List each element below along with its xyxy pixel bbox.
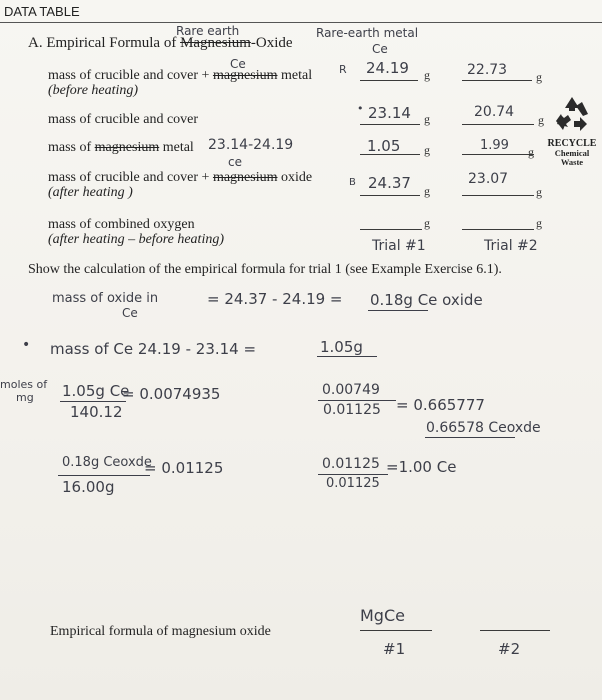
trial2-label: Trial #2 [484,238,538,254]
work-ratio2-den: 0.01125 [326,476,380,491]
work-frac2-result: = 0.01125 [144,459,224,477]
work-ratio1-den: 0.01125 [323,402,381,418]
row-label-after-heating: mass of crucible and cover + magnesium oxide [48,170,313,185]
trial1-value-row3: 1.05 [367,137,401,155]
column-header-metal: Rare-earth metal [316,26,419,40]
row1-unit2: g [536,70,542,84]
empirical-formula-label: Empirical formula of magnesium oxide [50,624,271,639]
work-frac2-den: 16.00g [62,478,115,496]
row1-unit1: g [424,68,430,82]
row-sublabel-before-heating: (before heating) [48,83,139,98]
row3-unit1: g [424,143,430,157]
row1-note: R [339,63,347,76]
work-frac1-den: 140.12 [70,403,123,421]
row-sublabel-after-heating: (after heating ) [48,185,133,200]
row4-unit2: g [536,185,542,199]
header-rule [0,0,602,23]
work-frac1-result: = 0.0074935 [122,385,221,403]
row3-unit2: g [528,145,534,159]
heading-text: Empirical Formula of [46,35,181,51]
row2-unit1: g [424,112,430,126]
row4-unit1: g [424,184,430,198]
annotation-rare-earth: Rare earth [176,24,240,38]
row5-unit2: g [536,216,542,230]
work-ratio2-num: 0.01125 [322,456,380,472]
trial1-value-row4: 24.37 [368,174,411,192]
trial1-value-row2: 23.14 [368,104,411,122]
data-table-title: DATA TABLE [4,4,80,19]
work-bullet: • [22,337,31,353]
trial2-value-row2: 20.74 [474,104,515,120]
work-ratio1-result: = 0.665777 [396,396,485,414]
heading-struck-word: Magnesium [180,35,251,51]
row2-unit2: g [538,113,544,127]
row5-unit1: g [424,216,430,230]
section-letter: A. [28,35,43,51]
row-sublabel-oxygen: (after heating – before heating) [48,232,224,247]
work-mass-ce-result: 1.05g [320,338,363,356]
row4-note: B [349,177,356,188]
row3-calculation: 23.14-24.19 [208,137,294,153]
trial1-value-row1: 24.19 [366,59,409,77]
section-heading [28,35,293,52]
work-mass-oxide-label: mass of oxide in [52,291,159,306]
row-label-oxygen: mass of combined oxygen [48,217,195,232]
recycle-icon [552,94,592,134]
empirical-trial2-label: #2 [498,640,521,658]
work-ratio1-oxide: 0.66578 Ceoxde [426,420,541,436]
annotation-ce-row1: Ce [230,57,246,71]
annotation-ce-row4: ce [228,155,242,169]
work-mass-oxide-result: 0.18g Ce oxide [370,291,483,309]
work-moles-mg: mg [16,391,34,404]
row-label-before-heating: mass of crucible and cover + magnesium metal [48,68,313,83]
work-moles-of: moles of [0,378,48,391]
empirical-trial1-label: #1 [383,640,406,658]
work-ratio2-result: =1.00 Ce [386,458,457,476]
work-frac2-num: 0.18g Ceoxde [62,455,152,470]
work-frac1-num: 1.05g Ce [62,382,130,400]
trial2-value-row3: 1.99 [480,138,509,153]
trial2-value-row4: 23.07 [468,171,509,187]
work-ratio1-num: 0.00749 [322,382,380,398]
trial1-label: Trial #1 [372,238,426,254]
row-label-metal: mass of magnesium metal [48,140,194,155]
calculation-instruction: Show the calculation of the empirical formula for trial 1 (see Example Exercise 6.1). [28,262,502,277]
empirical-formula-trial1: MgCe [360,606,405,625]
recycle-logo: RECYCLE Chemical Waste [544,94,600,174]
work-mass-oxide-ce: Ce [122,306,138,320]
work-mass-oxide-calc: = 24.37 - 24.19 = [207,290,343,308]
row-label-crucible: mass of crucible and cover [48,112,199,127]
heading-text-end: -Oxide [250,35,293,51]
trial2-value-row1: 22.73 [467,62,508,78]
row2-note: • [357,102,364,115]
work-mass-ce: mass of Ce 24.19 - 23.14 = [50,340,257,358]
column-header-symbol: Ce [372,42,388,56]
